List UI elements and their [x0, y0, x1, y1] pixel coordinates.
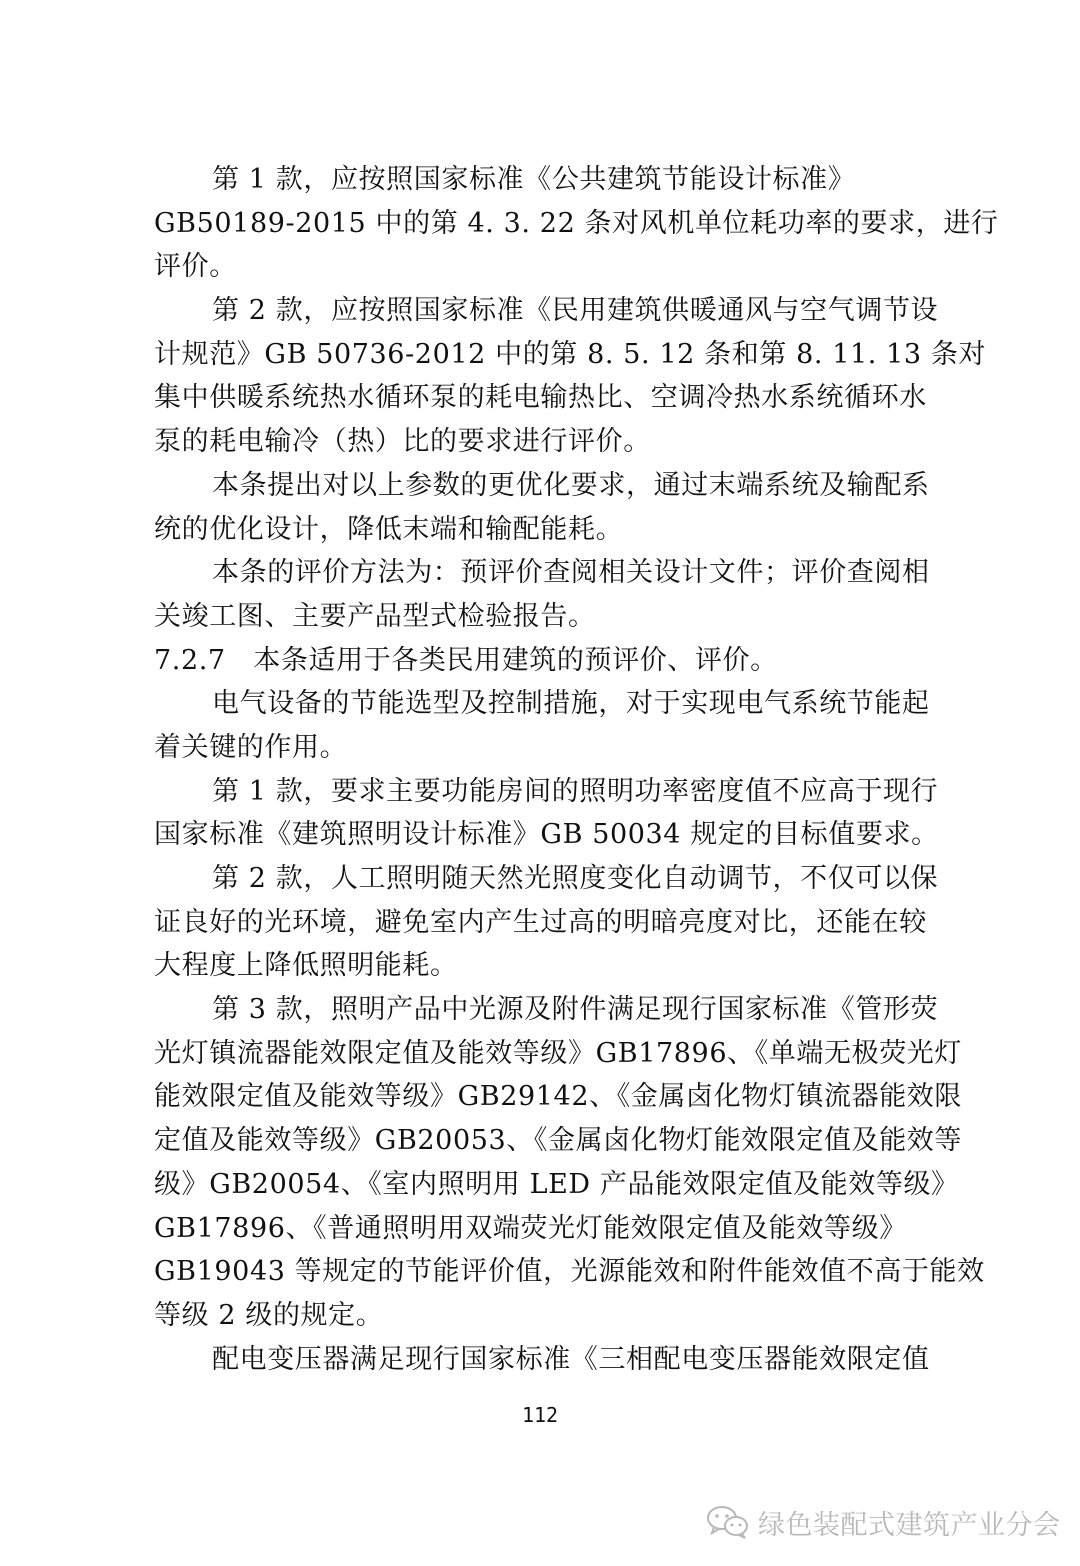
text-line: 光灯镇流器能效限定值及能效等级》GB17896、《单端无极荧光灯: [154, 1037, 962, 1069]
text-line: 电气设备的节能选型及控制措施，对于实现电气系统节能起: [212, 688, 930, 720]
body-text: [154, 158, 999, 1381]
watermark: [706, 1500, 1061, 1544]
text-line: 能效限定值及能效等级》GB29142、《金属卤化物灯镇流器能效限: [154, 1081, 962, 1113]
text-line: 泵的耗电输冷（热）比的要求进行评价。: [154, 426, 651, 458]
text-line: 着关键的作用。: [154, 731, 348, 763]
page-number: 112: [521, 1403, 559, 1427]
text-line: GB19043 等规定的节能评价值，光源能效和附件能效值不高于能效: [154, 1256, 985, 1288]
text-line: 等级 2 级的规定。: [154, 1299, 384, 1331]
text-line: 计规范》GB 50736-2012 中的第 8. 5. 12 条和第 8. 11. 13 条对: [154, 338, 987, 370]
text-line: 集中供暖系统热水循环泵的耗电输热比、空调冷热水系统循环水: [154, 382, 927, 414]
text-line: 级》GB20054、《室内照明用 LED 产品能效限定值及能效等级》: [154, 1168, 959, 1200]
section-heading: 7.2.7 本条适用于各类民用建筑的预评价、评价。: [154, 644, 778, 676]
text-line: 本条的评价方法为：预评价查阅相关设计文件；评价查阅相: [212, 557, 930, 589]
text-line: 关竣工图、主要产品型式检验报告。: [154, 600, 596, 632]
text-line: 评价。: [154, 251, 237, 283]
text-line: GB17896、《普通照明用双端荧光灯能效限定值及能效等级》: [154, 1212, 907, 1244]
text-line: 国家标准《建筑照明设计标准》GB 50034 规定的目标值要求。: [154, 819, 939, 851]
text-line: 配电变压器满足现行国家标准《三相配电变压器能效限定值: [212, 1343, 930, 1375]
text-line: 第 1 款，应按照国家标准《公共建筑节能设计标准》: [212, 164, 856, 195]
text-line: 第 2 款，人工照明随天然光照度变化自动调节，不仅可以保: [212, 863, 939, 894]
text-line: 本条提出对以上参数的更优化要求，通过末端系统及输配系: [212, 469, 930, 501]
text-line: 统的优化设计，降低末端和输配能耗。: [154, 513, 624, 545]
text-line: 定值及能效等级》GB20053、《金属卤化物灯能效限定值及能效等: [154, 1125, 962, 1157]
wechat-icon: [706, 1504, 750, 1540]
text-line: 第 3 款，照明产品中光源及附件满足现行国家标准《管形荧: [212, 994, 939, 1026]
text-line: 第 2 款，应按照国家标准《民用建筑供暖通风与空气调节设: [212, 295, 939, 327]
text-line: 第 1 款，要求主要功能房间的照明功率密度值不应高于现行: [212, 775, 939, 807]
text-line: 大程度上降低照明能耗。: [154, 950, 458, 982]
text-line: 证良好的光环境，避免室内产生过高的明暗亮度对比，还能在较: [154, 906, 927, 938]
text-line: GB50189-2015 中的第 4. 3. 22 条对风机单位耗功率的要求，进行: [154, 207, 999, 239]
watermark-text: 绿色装配式建筑产业分会: [758, 1509, 1061, 1541]
